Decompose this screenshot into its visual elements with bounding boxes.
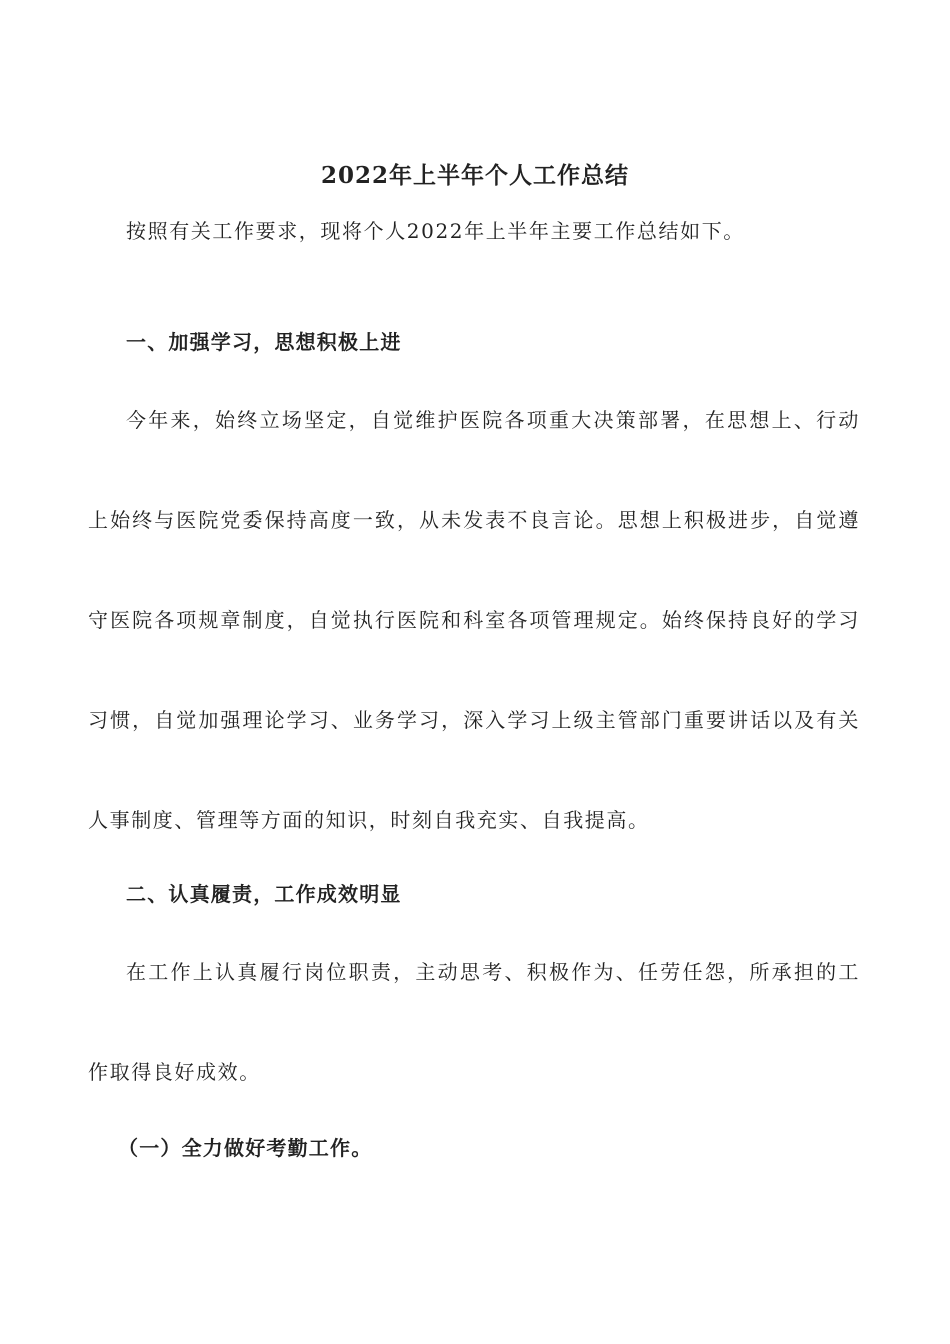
subsection-1-heading: （一）全力做好考勤工作。 bbox=[118, 1136, 373, 1160]
intro-paragraph: 按照有关工作要求，现将个人2022年上半年主要工作总结如下。 bbox=[126, 219, 745, 243]
section-1-body: 今年来，始终立场坚定，自觉维护医院各项重大决策部署，在思想上、行动上始终与医院党委保持高度一致，从未发表不良言论。思想上积极进步，自觉遵守医院各项规章制度，自觉执行医院和科室各项管理规定。始终保持良好的学习习惯，自觉加强理论学习、业务学习，深入学习上级主管部门重要讲话以及有关人事制度、管理等方面的知识，时刻自我充实、自我提高。 bbox=[88, 408, 860, 832]
section-2-heading: 二、认真履责，工作成效明显 bbox=[126, 882, 402, 906]
document-title: 2022年上半年个人工作总结 bbox=[320, 162, 629, 189]
section-2-body: 在工作上认真履行岗位职责，主动思考、积极作为、任劳任怨，所承担的工作取得良好成效。 bbox=[88, 960, 860, 1084]
section-1-heading: 一、加强学习，思想积极上进 bbox=[126, 330, 402, 354]
